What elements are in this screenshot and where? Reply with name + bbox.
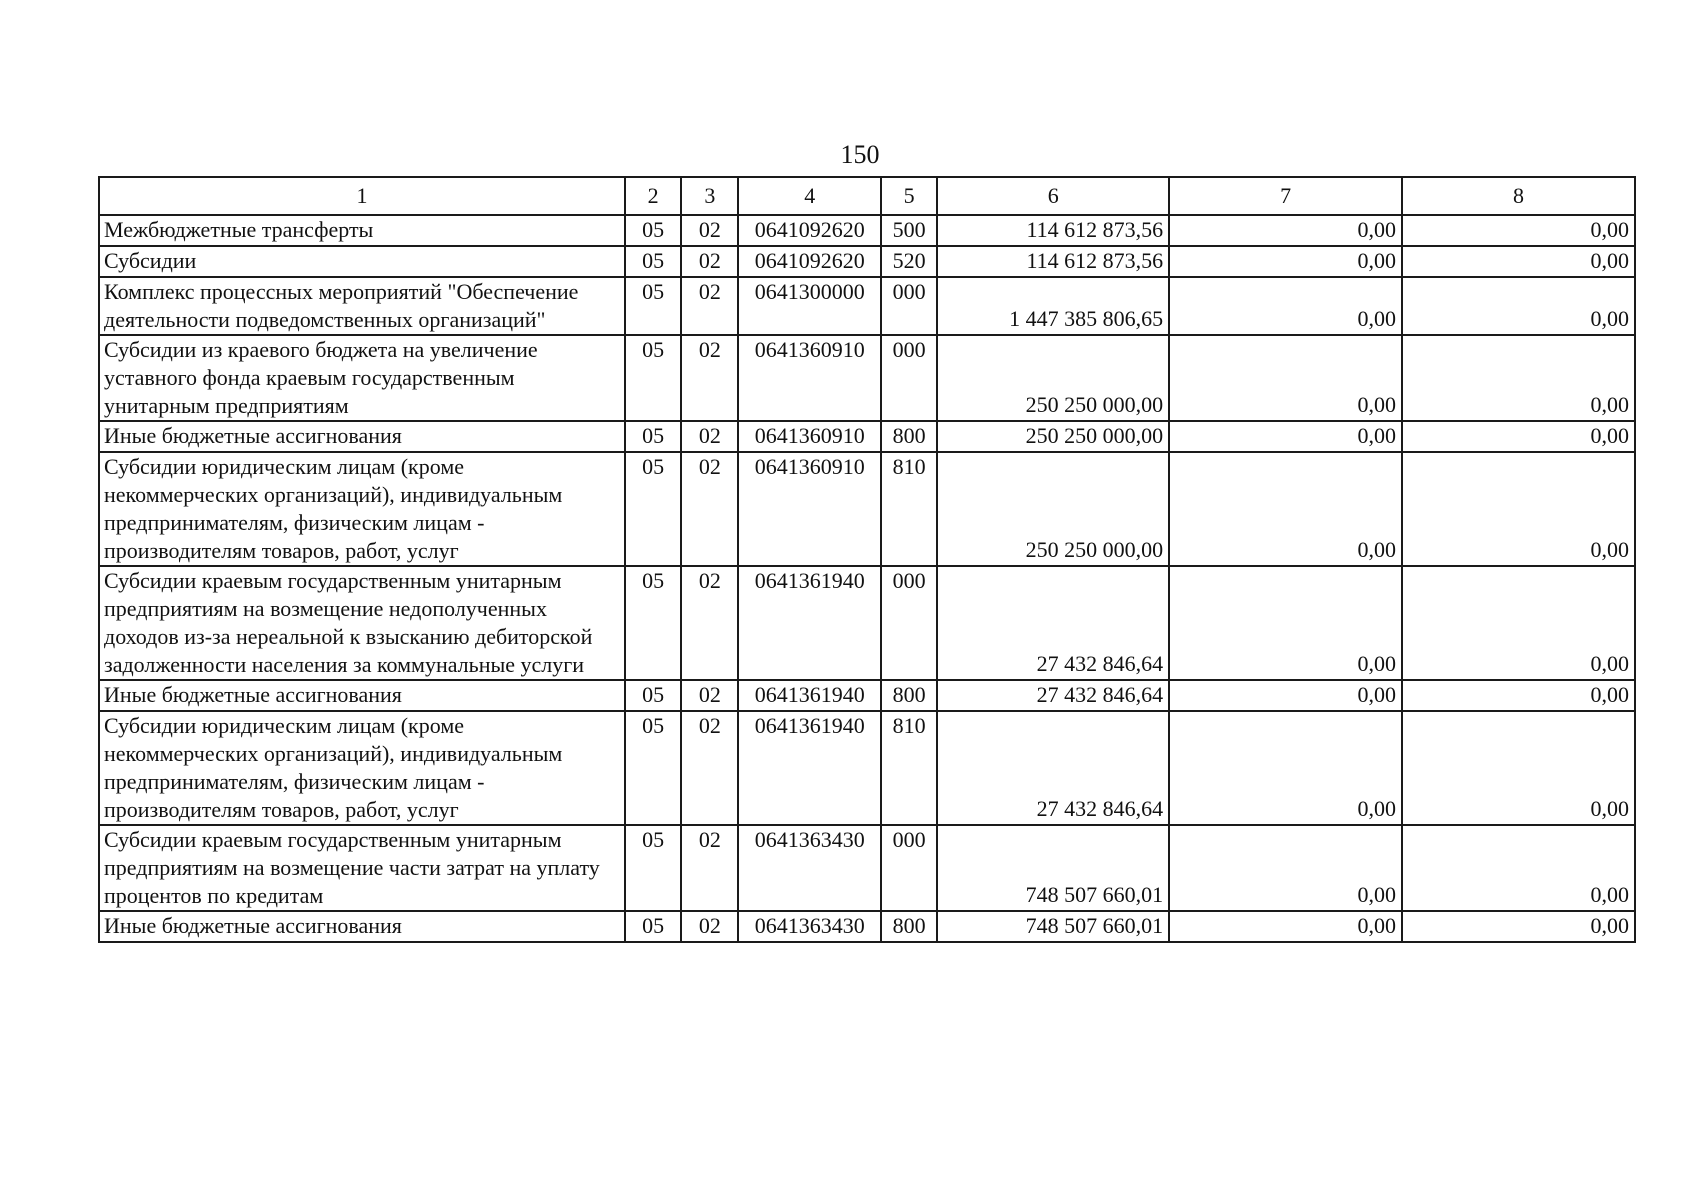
row-amount-col7: 0,00 xyxy=(1169,335,1402,421)
row-name: Комплекс процессных мероприятий "Обеспечение деятельности подведомственных организаций" xyxy=(99,277,625,335)
header-cell-2: 2 xyxy=(625,177,681,215)
row-section-code: 05 xyxy=(625,680,681,711)
row-amount-col8: 0,00 xyxy=(1402,246,1635,277)
header-cell-8: 8 xyxy=(1402,177,1635,215)
row-target-article: 0641092620 xyxy=(738,246,881,277)
row-amount-col7: 0,00 xyxy=(1169,277,1402,335)
row-amount-col6: 250 250 000,00 xyxy=(937,335,1169,421)
header-row xyxy=(99,177,1635,215)
table-row xyxy=(99,246,1635,277)
row-amount-col6: 27 432 846,64 xyxy=(937,680,1169,711)
row-name: Субсидии юридическим лицам (кроме некоммерческих организаций), индивидуальным предпринимателям, физическим лицам - производителям товаров, работ, услуг xyxy=(99,452,625,566)
row-expense-type: 000 xyxy=(881,566,937,680)
row-amount-col8: 0,00 xyxy=(1402,711,1635,825)
row-amount-col8: 0,00 xyxy=(1402,277,1635,335)
row-name: Межбюджетные трансферты xyxy=(99,215,625,246)
row-subsection-code: 02 xyxy=(681,452,738,566)
row-subsection-code: 02 xyxy=(681,680,738,711)
row-name: Субсидии юридическим лицам (кроме некоммерческих организаций), индивидуальным предпринимателям, физическим лицам - производителям товаров, работ, услуг xyxy=(99,711,625,825)
table-row xyxy=(99,335,1635,421)
table-row xyxy=(99,825,1635,911)
table-row xyxy=(99,680,1635,711)
row-expense-type: 800 xyxy=(881,911,937,942)
row-amount-col6: 748 507 660,01 xyxy=(937,825,1169,911)
header-cell-7: 7 xyxy=(1169,177,1402,215)
header-cell-3: 3 xyxy=(681,177,738,215)
row-subsection-code: 02 xyxy=(681,215,738,246)
row-amount-col7: 0,00 xyxy=(1169,215,1402,246)
row-amount-col8: 0,00 xyxy=(1402,215,1635,246)
row-amount-col6: 250 250 000,00 xyxy=(937,421,1169,452)
header-cell-4: 4 xyxy=(738,177,881,215)
header-cell-6: 6 xyxy=(937,177,1169,215)
row-section-code: 05 xyxy=(625,277,681,335)
row-subsection-code: 02 xyxy=(681,421,738,452)
row-amount-col6: 1 447 385 806,65 xyxy=(937,277,1169,335)
row-amount-col6: 748 507 660,01 xyxy=(937,911,1169,942)
row-amount-col7: 0,00 xyxy=(1169,421,1402,452)
row-amount-col6: 114 612 873,56 xyxy=(937,246,1169,277)
header-cell-5: 5 xyxy=(881,177,937,215)
row-expense-type: 800 xyxy=(881,680,937,711)
row-amount-col6: 27 432 846,64 xyxy=(937,566,1169,680)
row-target-article: 0641092620 xyxy=(738,215,881,246)
row-section-code: 05 xyxy=(625,825,681,911)
row-expense-type: 810 xyxy=(881,452,937,566)
row-amount-col7: 0,00 xyxy=(1169,452,1402,566)
row-target-article: 0641361940 xyxy=(738,711,881,825)
row-subsection-code: 02 xyxy=(681,911,738,942)
row-subsection-code: 02 xyxy=(681,825,738,911)
row-amount-col7: 0,00 xyxy=(1169,566,1402,680)
row-amount-col6: 114 612 873,56 xyxy=(937,215,1169,246)
table-row xyxy=(99,421,1635,452)
row-target-article: 0641363430 xyxy=(738,825,881,911)
row-section-code: 05 xyxy=(625,215,681,246)
row-target-article: 0641361940 xyxy=(738,566,881,680)
row-amount-col7: 0,00 xyxy=(1169,711,1402,825)
row-name: Иные бюджетные ассигнования xyxy=(99,421,625,452)
header-cell-1: 1 xyxy=(99,177,625,215)
row-name: Субсидии из краевого бюджета на увеличение уставного фонда краевым государственным унитарным предприятиям xyxy=(99,335,625,421)
row-target-article: 0641360910 xyxy=(738,335,881,421)
table-row xyxy=(99,215,1635,246)
table-row xyxy=(99,711,1635,825)
row-section-code: 05 xyxy=(625,711,681,825)
row-target-article: 0641300000 xyxy=(738,277,881,335)
row-amount-col6: 27 432 846,64 xyxy=(937,711,1169,825)
row-name: Субсидии xyxy=(99,246,625,277)
row-expense-type: 800 xyxy=(881,421,937,452)
row-name: Иные бюджетные ассигнования xyxy=(99,911,625,942)
table-header xyxy=(99,177,1635,215)
row-name: Иные бюджетные ассигнования xyxy=(99,680,625,711)
row-amount-col8: 0,00 xyxy=(1402,421,1635,452)
row-amount-col8: 0,00 xyxy=(1402,680,1635,711)
page-number: 150 xyxy=(840,140,880,169)
row-amount-col8: 0,00 xyxy=(1402,911,1635,942)
row-expense-type: 810 xyxy=(881,711,937,825)
row-amount-col7: 0,00 xyxy=(1169,680,1402,711)
row-target-article: 0641360910 xyxy=(738,421,881,452)
row-expense-type: 520 xyxy=(881,246,937,277)
row-amount-col6: 250 250 000,00 xyxy=(937,452,1169,566)
table-row xyxy=(99,566,1635,680)
table-row xyxy=(99,277,1635,335)
row-amount-col7: 0,00 xyxy=(1169,825,1402,911)
row-amount-col8: 0,00 xyxy=(1402,566,1635,680)
row-amount-col7: 0,00 xyxy=(1169,911,1402,942)
row-target-article: 0641363430 xyxy=(738,911,881,942)
row-subsection-code: 02 xyxy=(681,246,738,277)
row-amount-col8: 0,00 xyxy=(1402,335,1635,421)
row-name: Субсидии краевым государственным унитарным предприятиям на возмещение части затрат на уплату процентов по кредитам xyxy=(99,825,625,911)
row-section-code: 05 xyxy=(625,246,681,277)
row-target-article: 0641360910 xyxy=(738,452,881,566)
row-section-code: 05 xyxy=(625,566,681,680)
row-subsection-code: 02 xyxy=(681,711,738,825)
row-section-code: 05 xyxy=(625,421,681,452)
row-subsection-code: 02 xyxy=(681,566,738,680)
table-row xyxy=(99,911,1635,942)
row-section-code: 05 xyxy=(625,452,681,566)
row-expense-type: 500 xyxy=(881,215,937,246)
row-target-article: 0641361940 xyxy=(738,680,881,711)
row-expense-type: 000 xyxy=(881,825,937,911)
row-amount-col8: 0,00 xyxy=(1402,452,1635,566)
row-amount-col7: 0,00 xyxy=(1169,246,1402,277)
table-body xyxy=(99,215,1635,942)
row-expense-type: 000 xyxy=(881,277,937,335)
table-row xyxy=(99,452,1635,566)
row-amount-col8: 0,00 xyxy=(1402,825,1635,911)
row-subsection-code: 02 xyxy=(681,277,738,335)
budget-table xyxy=(98,176,1636,943)
row-subsection-code: 02 xyxy=(681,335,738,421)
row-section-code: 05 xyxy=(625,335,681,421)
row-name: Субсидии краевым государственным унитарным предприятиям на возмещение недополученных доходов из-за нереальной к взысканию дебиторской задолженности населения за коммунальные услуги xyxy=(99,566,625,680)
row-section-code: 05 xyxy=(625,911,681,942)
row-expense-type: 000 xyxy=(881,335,937,421)
